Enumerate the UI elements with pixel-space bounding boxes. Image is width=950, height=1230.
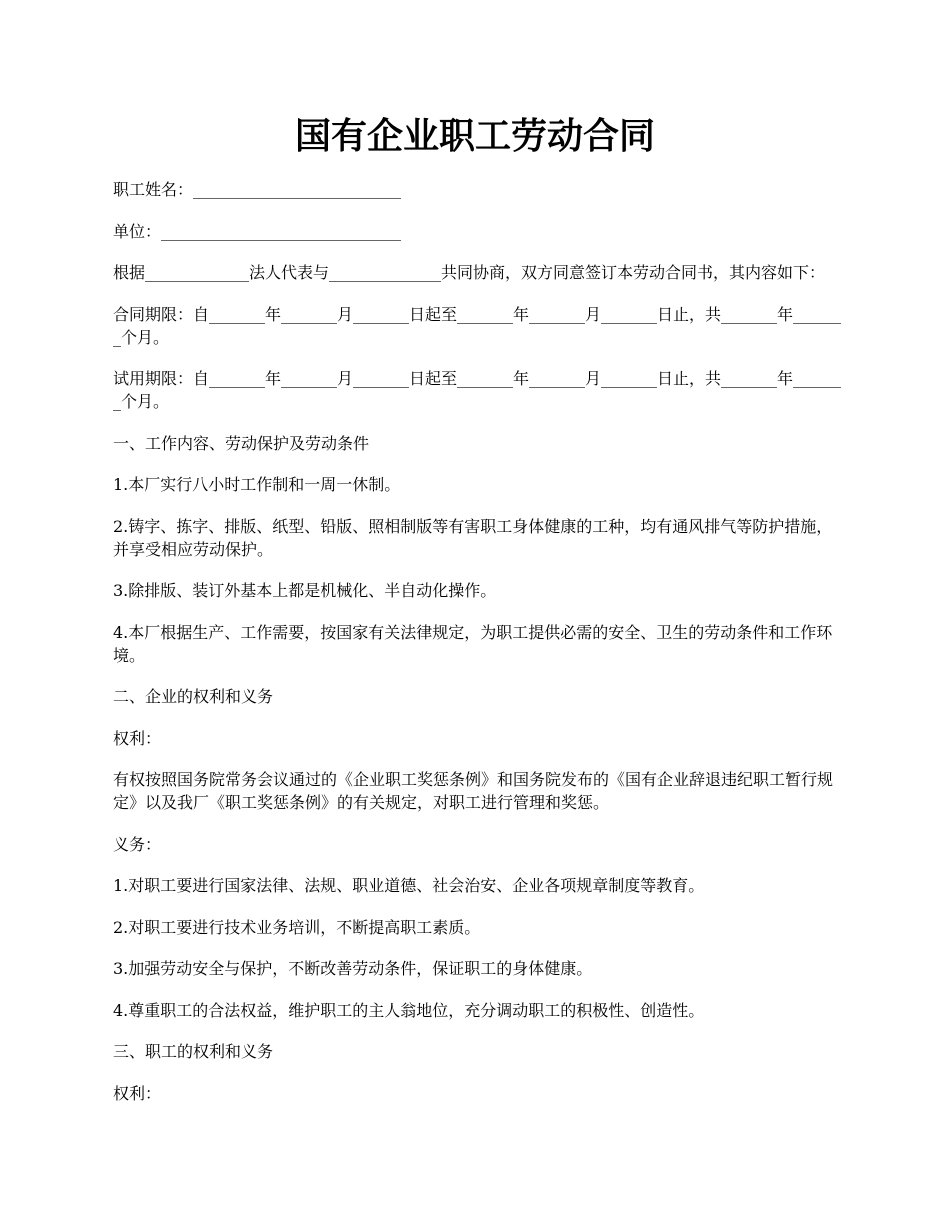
enterprise-rights-text: 有权按照国务院常务会议通过的《企业职工奖惩条例》和国务院发布的《国有企业辞退违纪职工暂行规定》以及我厂《职工奖惩条例》的有关规定，对职工进行管理和奖惩。 xyxy=(113,770,834,812)
clause-2-4: 4.尊重职工的合法权益，维护职工的主人翁地位，充分调动职工的积极性、创造性。 xyxy=(113,1000,705,1020)
contract-term-line: 合同期限：自_______年_______月_______日起至_______年_______月_______日止，共_______年_______个月。 xyxy=(113,304,842,347)
employee-rights-label: 权利： xyxy=(113,1083,162,1103)
clause-2-1: 1.对职工要进行国家法律、法规、职业道德、社会治安、企业各项规章制度等教育。 xyxy=(113,876,705,895)
clause-1-4: 4.本厂根据生产、工作需要，按国家有关法律规定，为职工提供必需的安全、卫生的劳动条件和工作环境。 xyxy=(113,622,833,665)
clause-2-3: 3.加强劳动安全与保护，不断改善劳动条件，保证职工的身体健康。 xyxy=(113,959,593,978)
document-body xyxy=(113,178,843,1123)
enterprise-rights-label: 权利： xyxy=(113,728,162,748)
section-heading-1: 一、工作内容、劳动保护及劳动条件 xyxy=(113,433,370,453)
employee-name-line: 职工姓名：__________________________ xyxy=(113,180,402,199)
probation-term-line: 试用期限：自_______年_______月_______日起至_______年_______月_______日止，共_______年_______个月。 xyxy=(113,369,842,411)
clause-2-2: 2.对职工要进行技术业务培训，不断提高职工素质。 xyxy=(113,917,481,937)
clause-1-3: 3.除排版、装订外基本上都是机械化、半自动化操作。 xyxy=(113,581,497,600)
document-title: 国有企业职工劳动合同 xyxy=(294,115,655,157)
enterprise-duties-label: 义务： xyxy=(113,834,162,854)
clause-1-1: 1.本厂实行八小时工作制和一周一休制。 xyxy=(113,475,401,494)
section-heading-2: 二、企业的权利和义务 xyxy=(113,687,274,706)
clause-1-2: 2.铸字、拣字、排版、纸型、铅版、照相制版等有害职工身体健康的工种，均有通风排气等防护措施，并享受相应劳动保护。 xyxy=(113,516,833,559)
employer-unit-line: 单位：______________________________ xyxy=(113,221,402,241)
preamble-paragraph: 根据_____________法人代表与______________共同协商，双方同意签订本劳动合同书，其内容如下： xyxy=(113,263,826,282)
section-heading-3: 三、职工的权利和义务 xyxy=(113,1042,274,1061)
